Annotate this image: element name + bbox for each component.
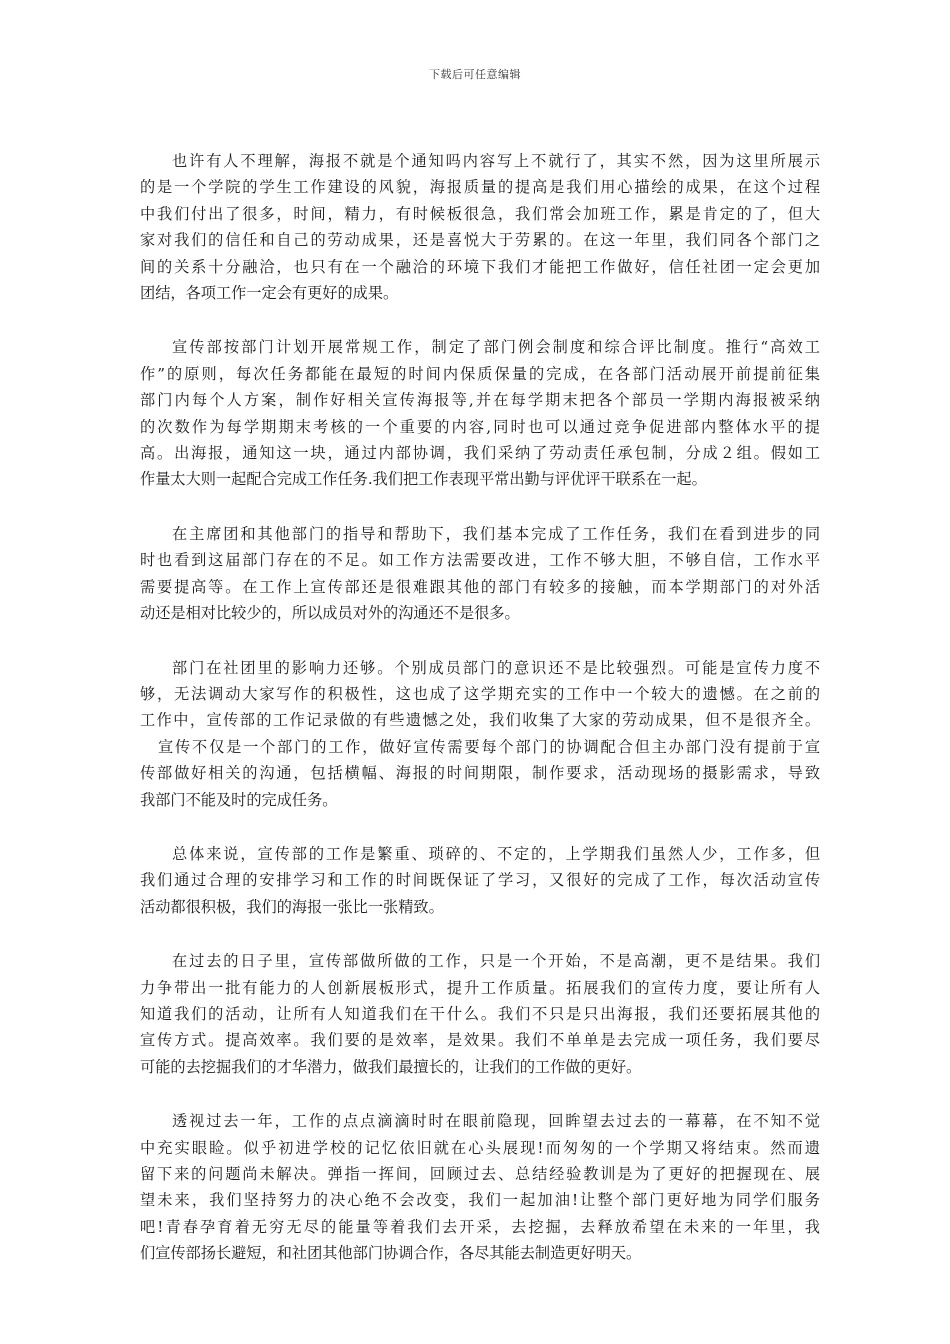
text-line: 部门在社团里的影响力还够。个别成员部门的意识还不是比较强烈。可能是宣传力度不 (172, 658, 820, 677)
paragraph (140, 521, 820, 627)
text-line: 总体来说，宣传部的工作是繁重、琐碎的、不定的，上学期我们虽然人少，工作多，但 (172, 844, 820, 863)
text-line: 动还是相对比较少的，所以成员对外的沟通还不是很多。 (140, 604, 520, 623)
text-line: 高。出海报，通知这一块，通过内部协调，我们采纳了劳动责任承包制，分成２组。假如工 (140, 444, 820, 463)
text-line: 活动都很积极，我们的海报一张比一张精致。 (140, 897, 444, 916)
text-line: 留下来的问题尚未解决。弹指一挥间，回顾过去、总结经验教训是为了更好的把握现在、展 (140, 1165, 820, 1183)
text-line: 宣传不仅是一个部门的工作，做好宣传需要每个部门的协调配合但主办部门没有提前于宣 (158, 737, 820, 756)
page-header: 下载后可任意编辑 (429, 68, 521, 81)
text-line: 在主席团和其他部门的指导和帮助下，我们基本完成了工作任务，我们在看到进步的同 (172, 524, 820, 543)
text-line: 吧!青春孕育着无穷无尽的能量等着我们去开采，去挖掘，去释放希望在未来的一年里，我 (140, 1217, 820, 1236)
text-line: 我们通过合理的安排学习和工作的时间既保证了学习，又很好的完成了工作，每次活动宣传 (140, 871, 820, 890)
text-line: 可能的去挖掘我们的才华潜力，做我们最擅长的，让我们的工作做的更好。 (140, 1057, 642, 1076)
text-line: 团结，各项工作一定会有更好的成果。 (140, 284, 399, 303)
text-line: 我部门不能及时的完成任务。 (140, 790, 338, 809)
paragraph (140, 1108, 820, 1266)
text-line: 传部做好相关的沟通，包括横幅、海报的时间期限，制作要求，活动现场的摄影需求，导致 (140, 764, 820, 783)
text-line: 够，无法调动大家写作的积极性，这也成了这学期充实的工作中一个较大的遗憾。在之前的 (140, 684, 820, 703)
text-line: 作”的原则，每次任务都能在最短的时间内保质保量的完成，在各部门活动展开前提前征集 (140, 364, 820, 383)
text-line: 知道我们的活动，让所有人知道我们在干什么。我们不只是只出海报，我们还要拓展其他的 (140, 1004, 820, 1023)
text-line: 宣传方式。提高效率。我们要的是效率，是效果。我们不单单是去完成一项任务，我们要尽 (140, 1031, 820, 1050)
text-line: 中我们付出了很多，时间，精力，有时候板很急，我们常会加班工作，累是肯定的了，但大 (140, 204, 820, 223)
text-line: 的是一个学院的学生工作建设的风貌，海报质量的提高是我们用心描绘的成果，在这个过程 (140, 178, 820, 197)
text-line: 中充实眼睑。似乎初进学校的记忆依旧就在心头展现!而匆匆的一个学期又将结束。然而遗 (140, 1138, 820, 1157)
paragraph (140, 841, 820, 920)
text-line: 宣传部按部门计划开展常规工作，制定了部门例会制度和综合评比制度。推行“高效工 (172, 338, 820, 357)
text-line: 们宣传部扬长避短，和社团其他部门协调合作，各尽其能去制造更好明天。 (140, 1244, 642, 1263)
text-line: 工作中，宣传部的工作记录做的有些遗憾之处，我们收集了大家的劳动成果，但不是很齐全。 (140, 711, 820, 730)
paragraph (140, 148, 820, 306)
text-line: 透视过去一年，工作的点点滴滴时时在眼前隐现，回眸望去过去的一幕幕，在不知不觉 (172, 1112, 820, 1131)
text-line: 也许有人不理解，海报不就是个通知吗内容写上不就行了，其实不然，因为这里所展示 (172, 152, 820, 170)
text-line: 作量太大则一起配合完成工作任务.我们把工作表现平常出勤与评优评干联系在一起。 (140, 470, 707, 489)
text-line: 力争带出一批有能力的人创新展板形式，提升工作质量。拓展我们的宣传力度，要让所有人 (140, 978, 820, 997)
text-line: 在过去的日子里，宣传部做所做的工作，只是一个开始，不是高潮，更不是结果。我们 (172, 952, 820, 971)
document-body (140, 148, 820, 1295)
text-line: 时也看到这届部门存在的不足。如工作方法需要改进，工作不够大胆，不够自信，工作水平 (140, 551, 820, 570)
text-line: 的次数作为每学期期末考核的一个重要的内容,同时也可以通过竞争促进部内整体水平的提 (140, 417, 820, 436)
paragraph (140, 948, 820, 1080)
paragraph (140, 655, 820, 813)
text-line: 需要提高等。在工作上宣传部还是很难跟其他的部门有较多的接触，而本学期部门的对外活 (140, 577, 820, 596)
text-line: 间的关系十分融洽，也只有在一个融洽的环境下我们才能把工作做好，信任社团一定会更加 (140, 257, 820, 276)
text-line: 部门内每个人方案，制作好相关宣传海报等,并在每学期末把各个部员一学期内海报被采纳 (140, 391, 820, 410)
paragraph (140, 334, 820, 492)
text-line: 望未来，我们坚持努力的决心绝不会改变，我们一起加油!让整个部门更好地为同学们服务 (140, 1191, 820, 1210)
text-line: 家对我们的信任和自己的劳动成果，还是喜悦大于劳累的。在这一年里，我们同各个部门之 (140, 231, 820, 250)
